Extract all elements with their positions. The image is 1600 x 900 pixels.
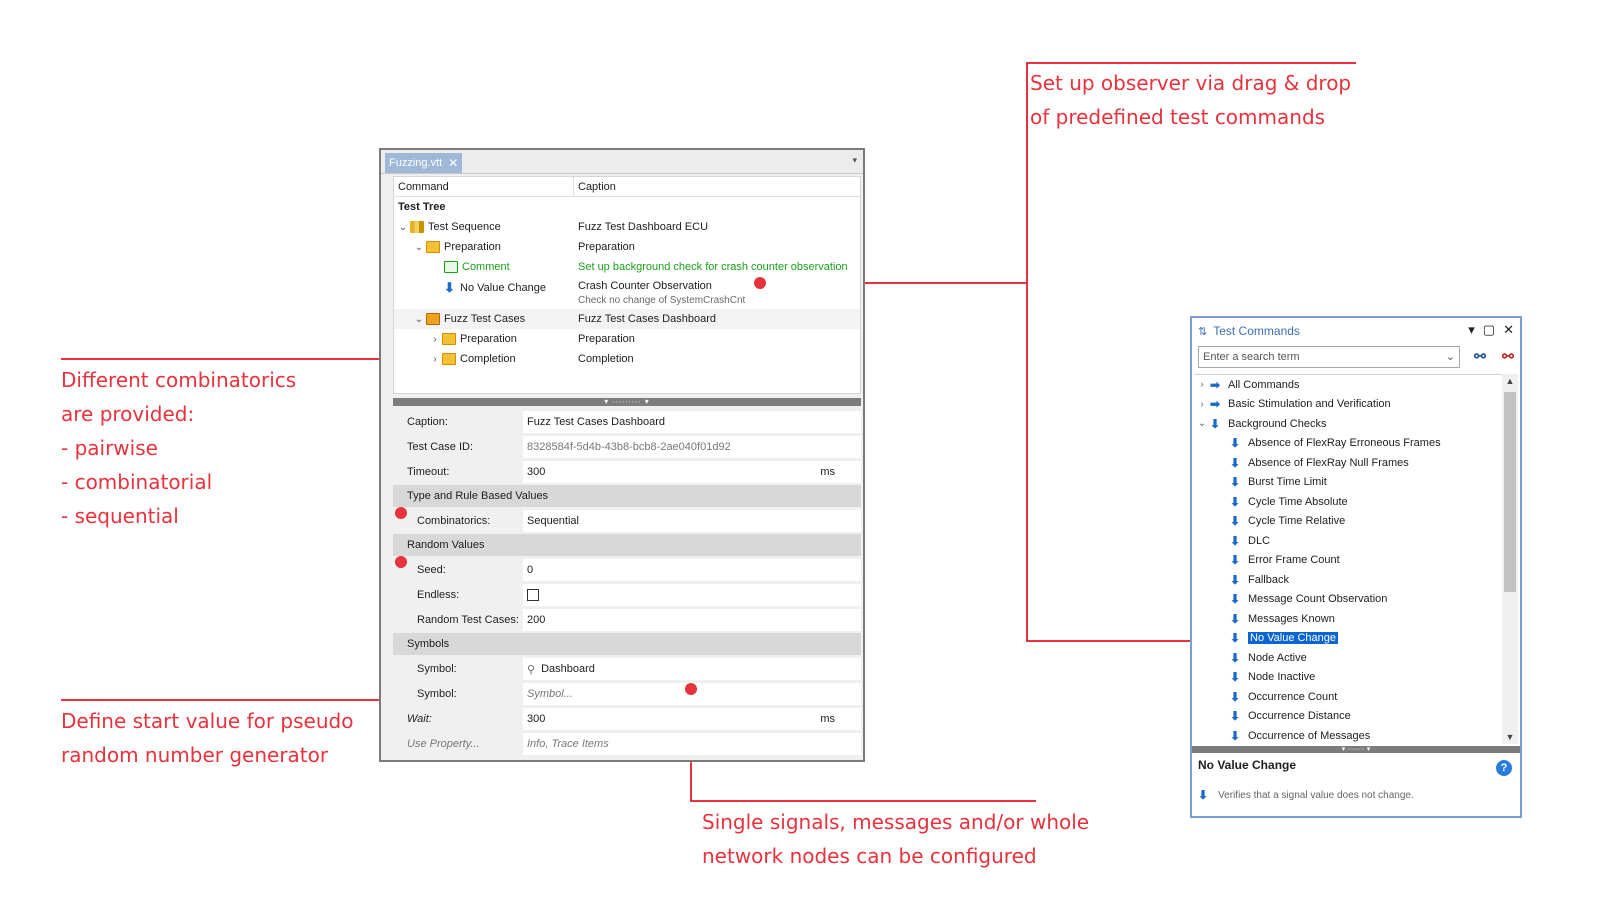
timeout-unit: ms <box>820 466 835 478</box>
command-label: Burst Time Limit <box>1248 476 1327 489</box>
category-type-rule[interactable]: Type and Rule Based Values <box>393 485 861 507</box>
tree-header <box>394 177 860 197</box>
prop-value[interactable] <box>523 658 861 680</box>
row-command: Completion <box>460 353 516 365</box>
command-label: Occurrence Count <box>1248 690 1338 703</box>
prop-seed[interactable] <box>393 558 861 582</box>
completion-icon <box>442 353 456 365</box>
prop-label: Use Property... <box>407 738 480 750</box>
prop-value[interactable]: 200 <box>523 609 861 631</box>
prop-random-test-cases[interactable] <box>393 608 861 632</box>
tree-row[interactable] <box>394 329 860 349</box>
prop-value[interactable]: 8328584f-5d4b-43b8-bcb8-2ae040f01d92 <box>523 436 861 458</box>
chevron-down-icon[interactable]: ⌄ <box>1197 418 1207 430</box>
prop-value[interactable] <box>523 708 861 730</box>
symbol-icon: ⚲ <box>527 663 536 676</box>
observer-arrow-icon: ⬇ <box>1230 475 1241 490</box>
callout-line: random number generator <box>61 743 329 767</box>
callout-line: - combinatorial <box>61 470 213 494</box>
observer-arrow-icon: ⬇ <box>1230 592 1241 607</box>
tree-row[interactable] <box>394 309 860 329</box>
tree-row[interactable] <box>394 217 860 237</box>
row-caption: Preparation <box>578 333 635 345</box>
command-label: Occurrence of Messages <box>1248 729 1371 742</box>
command-label: Cycle Time Absolute <box>1248 495 1348 508</box>
prop-wait[interactable] <box>393 707 861 731</box>
observer-arrow-icon: ⬇ <box>1230 689 1241 704</box>
command-item[interactable] <box>1194 707 1502 727</box>
observer-arrow-icon: ⬇ <box>1230 436 1241 451</box>
observer-arrow-icon: ⬇ <box>1230 611 1241 626</box>
command-label: No Value Change <box>1250 632 1337 645</box>
tree-row[interactable] <box>394 237 860 257</box>
preparation-icon <box>442 333 456 345</box>
prop-test-case-id[interactable] <box>393 435 861 459</box>
chevron-right-icon[interactable]: › <box>433 333 437 345</box>
maximize-icon[interactable]: ▢ <box>1482 322 1496 337</box>
command-label: All Commands <box>1228 378 1300 391</box>
row-caption: Set up background check for crash counter observation <box>578 261 848 273</box>
description <box>1198 788 1414 802</box>
tree-row[interactable] <box>394 277 860 309</box>
prop-label: Wait: <box>407 713 432 725</box>
panel-title: Test Commands <box>1213 324 1300 338</box>
prop-endless[interactable] <box>393 583 861 607</box>
command-item[interactable] <box>1194 590 1502 610</box>
callout-line: - sequential <box>61 504 179 528</box>
command-label: Absence of FlexRay Erroneous Frames <box>1248 437 1441 450</box>
connector-line <box>61 699 402 701</box>
command-label: DLC <box>1248 534 1271 547</box>
prop-value <box>523 584 861 606</box>
command-item[interactable] <box>1194 453 1502 473</box>
prop-label: Symbol: <box>417 688 457 700</box>
tree-root-label: Test Tree <box>398 201 446 213</box>
command-label: Node Active <box>1248 651 1307 664</box>
chevron-down-icon[interactable]: ▾ <box>1468 322 1475 337</box>
observer-arrow-icon: ⬇ <box>1230 631 1241 646</box>
wait-unit: ms <box>820 713 835 725</box>
callout-observer <box>1030 66 1351 134</box>
command-item[interactable] <box>1194 648 1502 668</box>
command-group-icon: ➡ <box>1210 397 1221 412</box>
fuzz-icon <box>426 313 440 325</box>
command-label: Message Count Observation <box>1248 593 1388 606</box>
chevron-down-icon[interactable]: ⌄ <box>414 313 424 325</box>
description-text: Verifies that a signal value does not change. <box>1218 789 1414 801</box>
timeout-value: 300 <box>527 466 546 478</box>
endless-checkbox[interactable] <box>527 589 539 601</box>
command-item[interactable] <box>1194 434 1502 454</box>
callout-line: Set up observer via drag & drop <box>1030 71 1352 95</box>
chevron-right-icon[interactable]: › <box>1200 398 1204 410</box>
command-group-icon: ➡ <box>1210 377 1221 392</box>
chevron-right-icon[interactable]: › <box>1200 379 1204 391</box>
help-icon[interactable]: ? <box>1496 760 1512 776</box>
prop-value[interactable] <box>523 461 861 483</box>
commands-tree <box>1194 374 1502 744</box>
chevron-right-icon[interactable]: › <box>433 353 437 365</box>
scroll-up-icon[interactable]: ▲ <box>1505 376 1515 386</box>
callout-seed <box>61 704 353 772</box>
category-random[interactable]: Random Values <box>393 534 861 556</box>
prop-symbol-empty[interactable] <box>393 682 861 706</box>
command-item[interactable] <box>1194 512 1502 532</box>
connector-line <box>690 800 1036 802</box>
observer-arrow-icon: ⬇ <box>1230 572 1241 587</box>
callout-line: are provided: <box>61 402 195 426</box>
command-label: Error Frame Count <box>1248 554 1340 567</box>
close-icon[interactable]: ✕ <box>1503 322 1514 337</box>
connector-line <box>61 358 401 360</box>
prop-label: Caption: <box>407 416 448 428</box>
command-label: Cycle Time Relative <box>1248 515 1346 528</box>
command-label: Absence of FlexRay Null Frames <box>1248 456 1409 469</box>
row-caption: Crash Counter Observation <box>578 280 712 292</box>
panel-header <box>1192 318 1520 344</box>
chevron-down-icon[interactable]: ⌄ <box>414 241 424 253</box>
observer-arrow-icon: ⬇ <box>1230 553 1241 568</box>
observer-arrow-icon: ⬇ <box>1210 416 1221 431</box>
tree-row[interactable] <box>394 349 860 369</box>
prop-label: Symbol: <box>417 663 457 675</box>
test-commands-panel <box>1190 316 1522 818</box>
scroll-down-icon[interactable]: ▼ <box>1505 732 1515 742</box>
callout-symbols <box>702 805 1089 873</box>
command-item[interactable] <box>1194 414 1502 434</box>
row-command: Preparation <box>444 241 501 253</box>
scrollbar[interactable] <box>1502 374 1518 744</box>
column-header-command[interactable]: Command <box>394 177 574 196</box>
observer-arrow-icon: ⬇ <box>1230 728 1241 743</box>
row-caption: Fuzz Test Dashboard ECU <box>578 221 709 233</box>
callout-line: Define start value for pseudo <box>61 709 354 733</box>
command-item[interactable] <box>1194 629 1502 649</box>
row-command: Preparation <box>460 333 517 345</box>
sequence-icon <box>410 221 424 233</box>
command-item[interactable] <box>1194 687 1502 707</box>
chevron-down-icon[interactable]: ▾ <box>852 155 857 165</box>
wait-value: 300 <box>527 713 546 725</box>
prop-label: Test Case ID: <box>407 441 474 453</box>
tree-row[interactable] <box>394 257 860 277</box>
prop-timeout[interactable] <box>393 460 861 484</box>
tab-fuzzing[interactable] <box>385 153 462 173</box>
tree-root[interactable] <box>394 197 860 217</box>
callout-line: Different combinatorics <box>61 368 297 392</box>
prop-caption[interactable] <box>393 410 861 434</box>
command-item[interactable] <box>1194 668 1502 688</box>
command-item[interactable] <box>1194 395 1502 415</box>
command-label: Node Inactive <box>1248 671 1316 684</box>
tab-label: Fuzzing.vtt <box>389 157 443 169</box>
callout-dot <box>395 507 407 519</box>
callout-line: Single signals, messages and/or whole <box>702 810 1090 834</box>
observer-arrow-icon: ⬇ <box>1230 533 1241 548</box>
close-icon[interactable]: ✕ <box>448 156 459 170</box>
connector-line <box>1026 62 1028 641</box>
prop-label: Combinatorics: <box>417 515 491 527</box>
observer-arrow-icon: ⬇ <box>1230 650 1241 665</box>
command-item[interactable] <box>1194 570 1502 590</box>
row-command: Comment <box>462 261 510 273</box>
binoculars-icon[interactable]: ⚯ <box>1474 348 1486 364</box>
observer-arrow-icon: ⬇ <box>1230 494 1241 509</box>
test-commands-icon: ⇅ <box>1198 325 1208 338</box>
row-command: Test Sequence <box>428 221 501 233</box>
prop-value[interactable]: 0 <box>523 559 861 581</box>
prop-use-property[interactable] <box>393 732 861 756</box>
command-label: Basic Stimulation and Verification <box>1228 398 1391 411</box>
command-label: Messages Known <box>1248 612 1335 625</box>
chevron-down-icon[interactable]: ⌄ <box>1445 351 1455 363</box>
prop-label: Random Test Cases: <box>417 614 519 626</box>
chevron-down-icon[interactable]: ⌄ <box>398 221 408 233</box>
scrollbar-thumb[interactable] <box>1504 392 1516 592</box>
command-item[interactable] <box>1194 531 1502 551</box>
preparation-icon <box>426 241 440 253</box>
command-label: Occurrence Distance <box>1248 710 1351 723</box>
callout-dot <box>754 277 766 289</box>
prop-combinatorics[interactable] <box>393 509 861 533</box>
prop-value[interactable]: Fuzz Test Cases Dashboard <box>523 411 861 433</box>
command-item[interactable] <box>1194 492 1502 512</box>
callout-dot <box>685 683 697 695</box>
observer-arrow-icon: ⬇ <box>1230 455 1241 470</box>
row-subcaption: Check no change of SystemCrashCnt <box>578 295 746 306</box>
prop-value[interactable]: Sequential <box>523 510 861 532</box>
prop-label: Endless: <box>417 589 460 601</box>
prop-label: Timeout: <box>407 466 450 478</box>
observer-arrow-icon: ⬇ <box>1230 514 1241 529</box>
search-placeholder: Enter a search term <box>1203 351 1300 363</box>
test-tree <box>393 176 861 394</box>
category-symbols[interactable]: Symbols <box>393 633 861 655</box>
comment-icon <box>444 261 458 273</box>
callout-line: network nodes can be configured <box>702 844 1037 868</box>
callout-combinatorics <box>61 363 296 533</box>
symbol-placeholder[interactable]: Symbol... <box>523 683 861 705</box>
observer-arrow-icon: ⬇ <box>1198 788 1209 802</box>
tab-bar <box>381 150 863 174</box>
row-command: Fuzz Test Cases <box>444 313 526 325</box>
row-command: No Value Change <box>460 282 547 294</box>
observer-arrow-icon: ⬇ <box>444 280 455 295</box>
callout-line: of predefined test commands <box>1030 105 1326 129</box>
row-caption: Completion <box>578 353 634 365</box>
connector-line <box>1026 640 1212 642</box>
observer-arrow-icon: ⬇ <box>1230 670 1241 685</box>
test-editor-window <box>379 148 865 762</box>
command-item[interactable] <box>1194 473 1502 493</box>
description-title: No Value Change <box>1198 758 1297 772</box>
row-caption: Preparation <box>578 241 635 253</box>
search-input[interactable] <box>1198 346 1460 368</box>
prop-symbol[interactable] <box>393 657 861 681</box>
symbol-value: Dashboard <box>541 663 595 675</box>
command-item[interactable] <box>1194 726 1502 744</box>
command-item[interactable] <box>1194 375 1502 395</box>
callout-dot <box>395 556 407 568</box>
splitter[interactable]: ▾ ∙∙∙∙∙∙∙∙∙ ▾ <box>393 398 861 406</box>
column-header-caption[interactable]: Caption <box>578 181 616 193</box>
panel-splitter[interactable]: ▾ ∙∙∙∙∙∙∙∙∙ ▾ <box>1192 746 1520 753</box>
clear-search-icon[interactable]: ⚯ <box>1502 348 1514 364</box>
row-caption: Fuzz Test Cases Dashboard <box>578 313 716 325</box>
command-item[interactable] <box>1194 551 1502 571</box>
callout-line: - pairwise <box>61 436 158 460</box>
prop-value[interactable]: Info, Trace Items <box>523 733 861 755</box>
properties-grid <box>393 408 861 758</box>
prop-label: Seed: <box>417 564 446 576</box>
connector-line <box>1026 62 1356 64</box>
observer-arrow-icon: ⬇ <box>1230 709 1241 724</box>
command-label: Background Checks <box>1228 417 1327 430</box>
command-label: Fallback <box>1248 573 1289 586</box>
command-item[interactable] <box>1194 609 1502 629</box>
